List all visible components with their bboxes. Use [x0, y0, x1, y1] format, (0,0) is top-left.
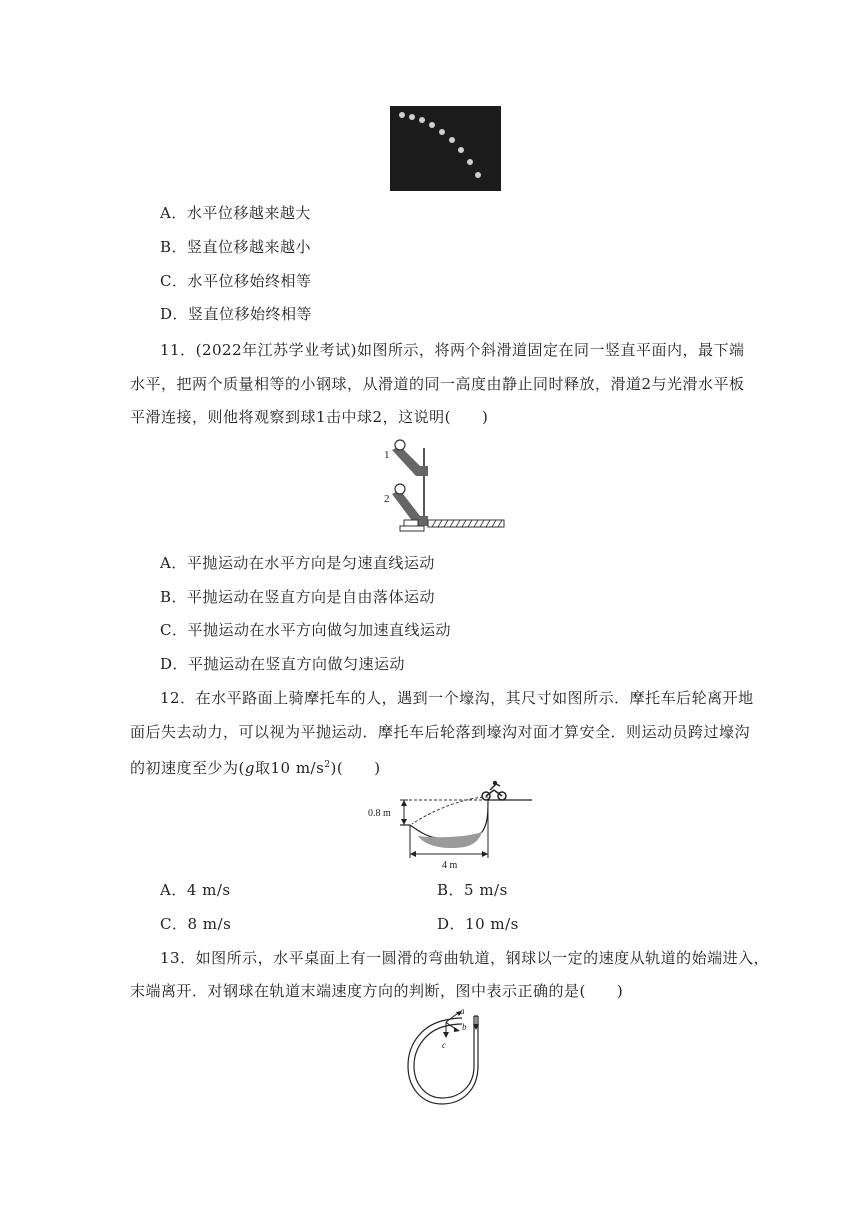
q11-stem-line-1: 11．(2022年江苏学业考试)如图所示，将两个斜滑道固定在同一竖直平面内，最下端 [160, 341, 745, 359]
ramp-1-label: 1 [384, 449, 390, 461]
width-label: 4 m [442, 860, 458, 871]
ramps-figure [378, 436, 510, 534]
q10-option-b: B．竖直位移越来越小 [160, 238, 312, 256]
height-label: 0.8 m [368, 808, 391, 819]
arrow-c-label: c [442, 1040, 446, 1050]
q12-stem-line-3: 的初速度至少为(g取10 $m/s^2$)( ) [130, 759, 381, 777]
q12-stem-line-1: 12．在水平路面上骑摩托车的人，遇到一个壕沟，其尺寸如图所示．摩托车后轮离开地 [160, 689, 754, 707]
ramp-2-label: 2 [384, 493, 390, 505]
q10-option-c: C．水平位移始终相等 [160, 272, 312, 290]
q13-stem-line-2: 末端离开．对钢球在轨道末端速度方向的判断，图中表示正确的是( ) [130, 982, 624, 1000]
arrow-b-label: b [462, 1022, 467, 1032]
q12-stem-line-2: 面后失去动力，可以视为平抛运动．摩托车后轮落到壕沟对面才算安全．则运动员跨过壕沟 [130, 723, 751, 741]
q12-option-d: D．10 m/s [437, 915, 519, 933]
q11-stem-line-2: 水平，把两个质量相等的小钢球，从滑道的同一高度由静止同时释放，滑道2与光滑水平板 [130, 375, 745, 393]
ditch-figure [364, 780, 540, 872]
arrow-a-label: a [460, 1006, 465, 1016]
q12-option-b: B．5 m/s [437, 881, 508, 899]
q11-option-d: D．平抛运动在竖直方向做匀速运动 [160, 655, 406, 673]
q11-option-a: A．平抛运动在水平方向是匀速直线运动 [160, 554, 435, 572]
curved-track-figure [404, 1006, 494, 1110]
q12-option-a: A．4 m/s [160, 881, 231, 899]
q12-option-c: C．8 m/s [160, 915, 232, 933]
q11-option-c: C．平抛运动在水平方向做匀加速直线运动 [160, 621, 451, 639]
q10-option-a: A．水平位移越来越大 [160, 204, 311, 222]
q10-option-d: D．竖直位移始终相等 [160, 305, 313, 323]
q11-stem-line-3: 平滑连接，则他将观察到球1击中球2，这说明( ) [130, 408, 489, 426]
strobe-photo-figure [390, 106, 501, 191]
q13-stem-line-1: 13．如图所示，水平桌面上有一圆滑的弯曲轨道，钢球以一定的速度从轨道的始端进入， [160, 949, 770, 967]
q11-option-b: B．平抛运动在竖直方向是自由落体运动 [160, 588, 436, 606]
